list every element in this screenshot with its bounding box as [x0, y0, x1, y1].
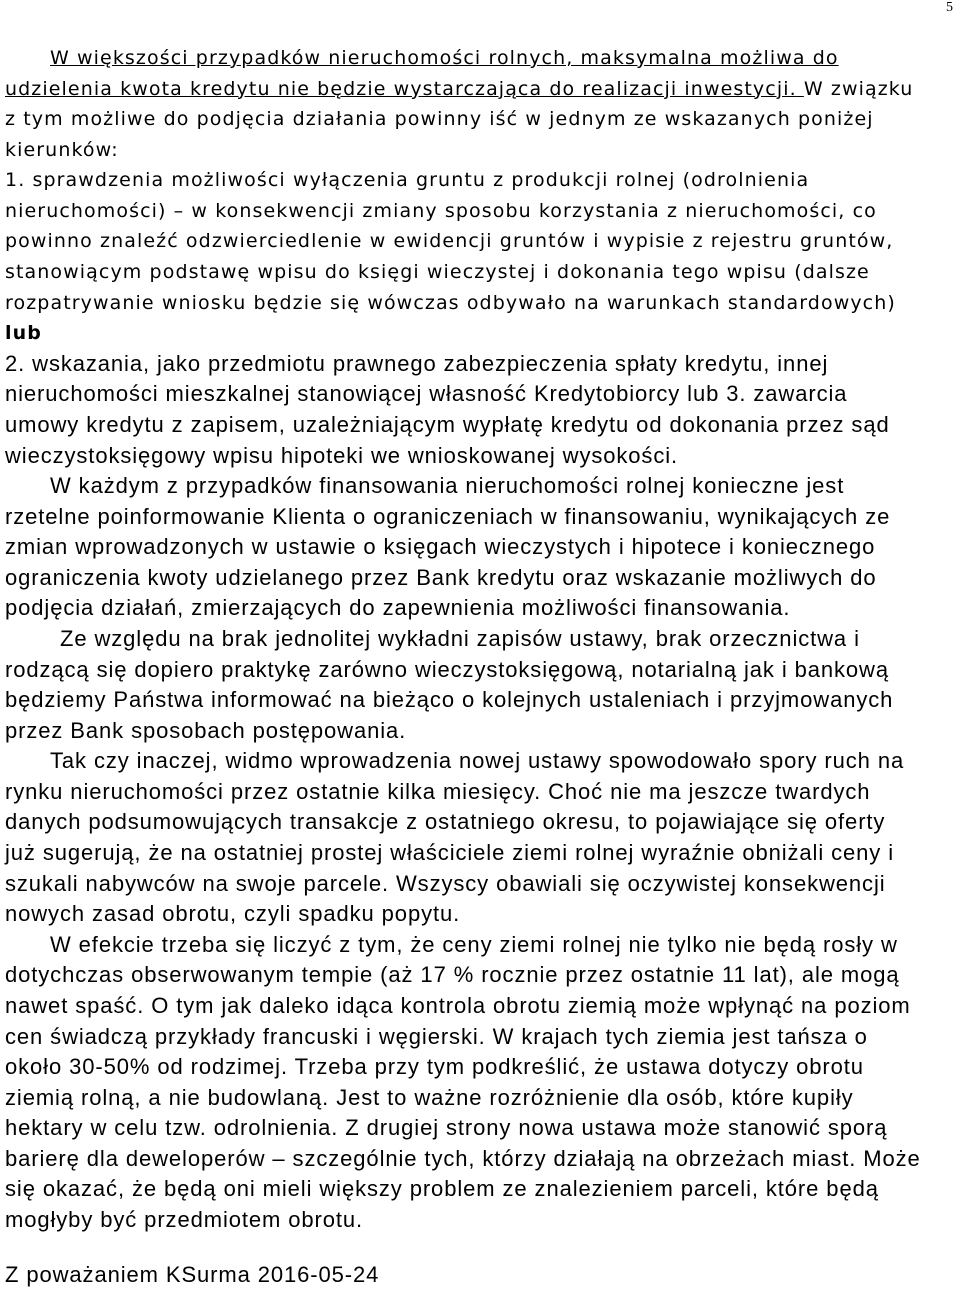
option-1-line: rozpatrywanie wniosku będzie się wówczas odbywało na warunkach standardowych)	[5, 291, 896, 314]
page-number: 5	[946, 0, 953, 15]
paragraph	[5, 471, 955, 624]
paragraph-line: W każdym z przypadków finansowania nieruchomości rolnej konieczne jest	[50, 473, 845, 499]
paragraph-line: zmian wprowadzonych w ustawie o księgach wieczystych i hipotece i koniecznego	[5, 534, 876, 560]
connector-word: lub	[5, 322, 42, 345]
signature: Z poważaniem KSurma 2016-05-24	[5, 1262, 380, 1287]
intro-line: kierunków:	[5, 138, 119, 161]
paragraph-line: się okazać, że będą oni mieli większy problem ze znalezieniem parceli, które będą	[5, 1176, 879, 1202]
paragraph-line: podjęcia działań, zmierzających do zapewnienia możliwości finansowania.	[5, 595, 791, 621]
paragraph-line: rynku nieruchomości przez ostatnie kilka miesięcy. Choć nie ma jeszcze twardych	[5, 778, 871, 804]
paragraph-line: cen świadczą przykłady francuski i węgierski. W krajach tych ziemia jest tańsza o	[5, 1023, 868, 1049]
paragraph-line: dotychczas obserwowanym tempie (aż 17 % rocznie przez ostatnie 11 lat), ale mogą	[5, 962, 900, 988]
paragraph-line: danych podsumowujących transakcje z ostatniego okresu, to pojawiające się oferty	[5, 809, 886, 835]
paragraph-line: ziemią rolną, a nie budowlaną. Jest to ważne rozróżnienie dla osób, które kupiły	[5, 1084, 854, 1110]
option-1-line: nieruchomości) – w konsekwencji zmiany sposobu korzystania z nieruchomości, co	[5, 199, 877, 222]
paragraph-line: będziemy Państwa informować na bieżąco o kolejnych ustaleniach i przyjmowanych	[5, 687, 894, 713]
paragraph-line: mogłyby być przedmiotem obrotu.	[5, 1206, 364, 1232]
option-1-block	[5, 165, 955, 318]
underlined-text: udzielenia kwota kredytu nie będzie wystarczająca do realizacji inwestycji.	[5, 77, 797, 100]
option-2-line: wieczystoksięgowy wpisu hipoteki we wnioskowanej wysokości.	[5, 442, 679, 468]
paragraph-line: Ze względu na brak jednolitej wykładni zapisów ustawy, brak orzecznictwa i	[60, 625, 860, 651]
paragraph-line: Tak czy inaczej, widmo wprowadzenia nowej ustawy spowodowało spory ruch na	[50, 748, 905, 774]
paragraph	[5, 746, 955, 929]
intro-paragraph	[5, 43, 955, 165]
paragraph-line: nawet spaść. O tym jak daleko idąca kontrola obrotu ziemią może wpłynąć na poziom	[5, 992, 911, 1018]
option-2-block	[5, 349, 955, 471]
paragraph-line: barierę dla deweloperów – szczególnie tych, którzy działają na obrzeżach miast. Może	[5, 1145, 921, 1171]
paragraph-line: ograniczenia kwoty udzielanego przez Bank kredytu oraz wskazanie możliwych do	[5, 564, 877, 590]
paragraph-line: rodzącą się dopiero praktykę zarówno wieczystoksięgową, notarialną jak i bankową	[5, 656, 889, 682]
paragraph-line: przez Bank sposobach postępowania.	[5, 717, 407, 743]
intro-line	[5, 43, 955, 74]
option-2-line: 2. wskazania, jako przedmiotu prawnego zabezpieczenia spłaty kredytu, innej	[5, 350, 829, 376]
paragraph-line: szukali nabywców na swoje parcele. Wszyscy obawiali się oczywistej konsekwencji	[5, 870, 886, 896]
paragraph-line: już sugerują, że na ostatniej prostej właściciele ziemi rolnej wyraźnie obniżali ceny i	[5, 840, 895, 866]
intro-text: W związku	[803, 77, 914, 100]
option-1-line: 1. sprawdzenia możliwości wyłączenia gruntu z produkcji rolnej (odrolnienia	[5, 169, 810, 192]
paragraph-line: nowych zasad obrotu, czyli spadku popytu.	[5, 901, 461, 927]
paragraph-line: hektary w celu tzw. odrolnienia. Z drugiej strony nowa ustawa może stanowić sporą	[5, 1115, 888, 1141]
option-2-line: umowy kredytu z zapisem, uzależniającym wypłatę kredytu od dokonania przez sąd	[5, 411, 890, 437]
paragraph	[5, 930, 955, 1236]
option-1-line: stanowiącym podstawę wpisu do księgi wieczystej i dokonania tego wpisu (dalsze	[5, 261, 870, 284]
underlined-text: W większości przypadków nieruchomości rolnych, maksymalna możliwa do	[50, 47, 839, 69]
paragraph-line: rzetelne poinformowanie Klienta o ograniczeniach w finansowaniu, wynikających ze	[5, 503, 891, 529]
paragraph	[5, 624, 955, 746]
option-1-line: powinno znaleźć odzwierciedlenie w ewidencji gruntów i wypisie z rejestru gruntów,	[5, 230, 894, 253]
paragraph-line: około 30-50% od rodzimej. Trzeba przy tym podkreślić, że ustawa dotyczy obrotu	[5, 1054, 864, 1080]
document-body	[5, 43, 955, 1236]
intro-line: z tym możliwe do podjęcia działania powinny iść w jednym ze wskazanych poniżej	[5, 108, 874, 131]
intro-line	[5, 74, 955, 105]
paragraph-line: W efekcie trzeba się liczyć z tym, że ceny ziemi rolnej nie tylko nie będą rosły w	[50, 931, 898, 957]
option-2-line: nieruchomości mieszkalnej stanowiącej własność Kredytobiorcy lub 3. zawarcia	[5, 381, 848, 407]
